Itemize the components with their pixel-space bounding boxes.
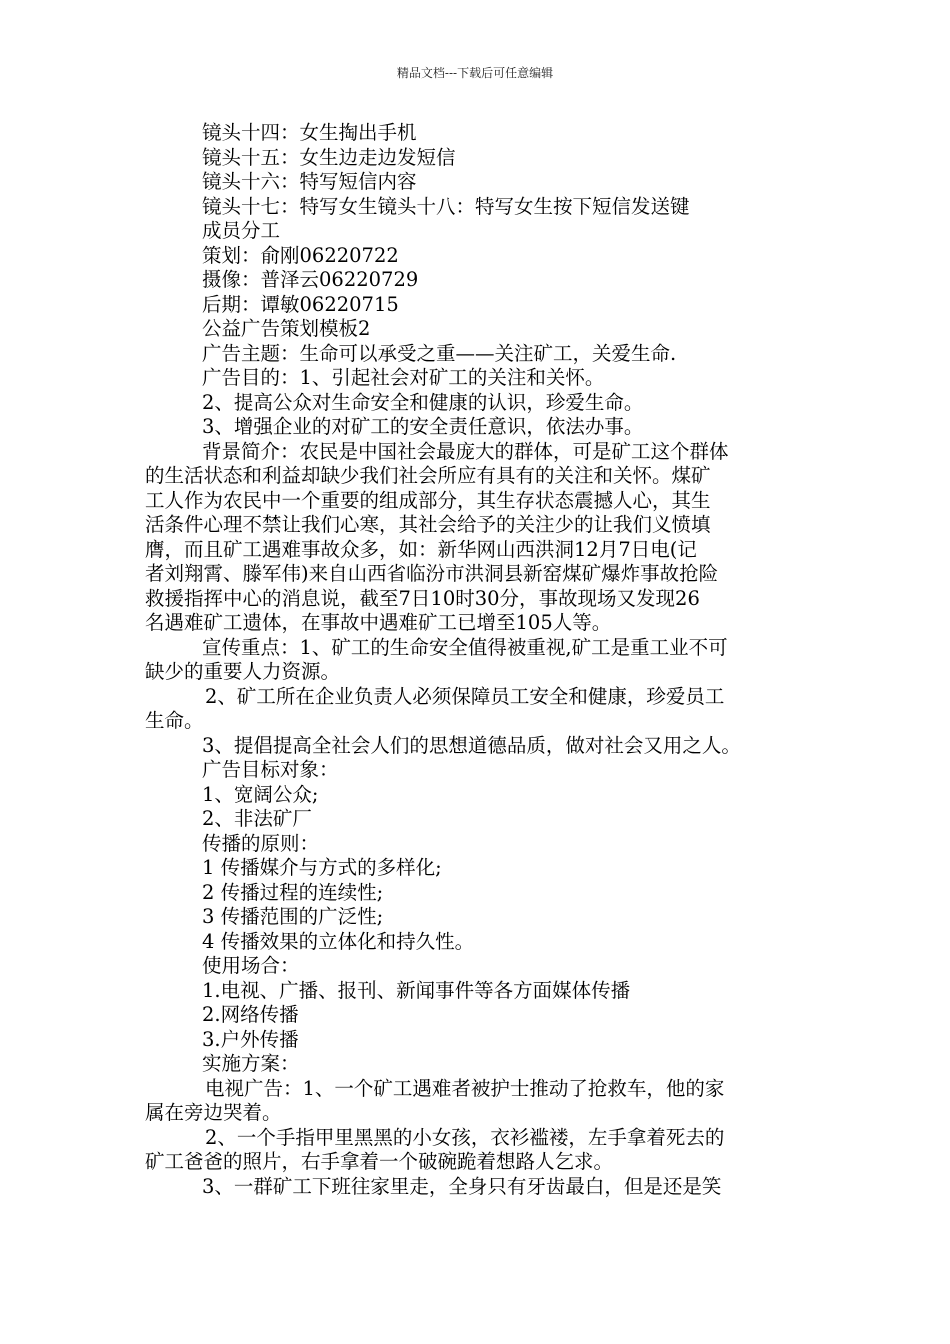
paragraph-line: 3 传播范围的广泛性; (202, 905, 384, 928)
paragraph-line: 电视广告：1、一个矿工遇难者被护士推动了抢救车，他的家 (205, 1076, 725, 1100)
paragraph-line: 缺少的重要人力资源。 (145, 660, 341, 683)
paragraph-line: 2、非法矿厂 (202, 807, 312, 830)
paragraph-line: 属在旁边哭着。 (145, 1101, 282, 1124)
paragraph-line: 镜头十五：女生边走边发短信 (202, 145, 456, 169)
paragraph-line: 2、提高公众对生命安全和健康的认识，珍爱生命。 (202, 390, 644, 414)
paragraph-line: 名遇难矿工遗体，在事故中遇难矿工已增至105人等。 (145, 611, 612, 634)
paragraph-line: 4 传播效果的立体化和持久性。 (202, 929, 475, 953)
paragraph-line: 救援指挥中心的消息说，截至7日10时30分，事故现场又发现26 (145, 586, 700, 610)
paragraph-line: 3、一群矿工下班往家里走，全身只有牙齿最白，但是还是笑 (202, 1174, 722, 1198)
paragraph-line: 广告主题：生命可以承受之重——关注矿工，关爱生命. (202, 341, 677, 365)
paragraph-line: 使用场合： (202, 954, 300, 977)
paragraph-line: 膺，而且矿工遇难事故众多，如：新华网山西洪洞12月7日电(记 (145, 537, 697, 561)
page-header: 精品文档---下载后可任意编辑 (396, 66, 554, 80)
paragraph-line: 2.网络传播 (202, 1003, 299, 1026)
paragraph-line: 生命。 (145, 709, 204, 732)
paragraph-line: 成员分工 (202, 219, 281, 242)
paragraph-line: 传播的原则： (202, 831, 320, 855)
paragraph-line: 镜头十七：特写女生镜头十八：特写女生按下短信发送键 (202, 194, 690, 218)
paragraph-line: 2、一个手指甲里黑黑的小女孩，衣衫褴褛，左手拿着死去的 (205, 1125, 725, 1149)
paragraph-line: 2 传播过程的连续性; (202, 880, 384, 904)
paragraph-line: 1.电视、广播、报刊、新闻事件等各方面媒体传播 (202, 978, 631, 1002)
paragraph-line: 3.户外传播 (202, 1027, 299, 1051)
paragraph-line: 摄像：普泽云06220729 (202, 268, 419, 291)
paragraph-line: 广告目的：1、引起社会对矿工的关注和关怀。 (202, 366, 605, 389)
paragraph-line: 矿工爸爸的照片，右手拿着一个破碗跪着想路人乞求。 (145, 1150, 614, 1173)
paragraph-line: 镜头十六：特写短信内容 (202, 170, 417, 193)
paragraph-line: 3、增强企业的对矿工的安全责任意识，依法办事。 (202, 415, 644, 438)
paragraph-line: 宣传重点：1、矿工的生命安全值得被重视,矿工是重工业不可 (202, 635, 728, 659)
paragraph-line: 公益广告策划模板2 (202, 317, 371, 340)
paragraph-line: 2、矿工所在企业负责人必须保障员工安全和健康，珍爱员工 (205, 684, 725, 708)
document-body (145, 121, 810, 1199)
paragraph-line: 后期：谭敏06220715 (202, 292, 399, 316)
paragraph-line: 1、宽阔公众; (202, 782, 319, 806)
paragraph-line: 背景简介：农民是中国社会最庞大的群体，可是矿工这个群体 (202, 439, 729, 463)
paragraph-line: 者刘翔霄、滕军伟)来自山西省临汾市洪洞县新窑煤矿爆炸事故抢险 (145, 562, 719, 585)
paragraph-line: 3、提倡提高全社会人们的思想道德品质，做对社会又用之人。 (202, 733, 741, 757)
paragraph-line: 实施方案： (202, 1052, 300, 1075)
paragraph-line: 广告目标对象： (202, 758, 339, 781)
paragraph-line: 活条件心理不禁让我们心寒，其社会给予的关注少的让我们义愤填 (145, 513, 711, 536)
paragraph-line: 1 传播媒介与方式的多样化; (202, 856, 442, 879)
paragraph-line: 的生活状态和利益却缺少我们社会所应有具有的关注和关怀。煤矿 (145, 464, 711, 487)
paragraph-line: 工人作为农民中一个重要的组成部分，其生存状态震撼人心，其生 (145, 488, 711, 512)
paragraph-line: 镜头十四：女生掏出手机 (202, 121, 417, 144)
paragraph-line: 策划：俞刚06220722 (202, 243, 399, 267)
